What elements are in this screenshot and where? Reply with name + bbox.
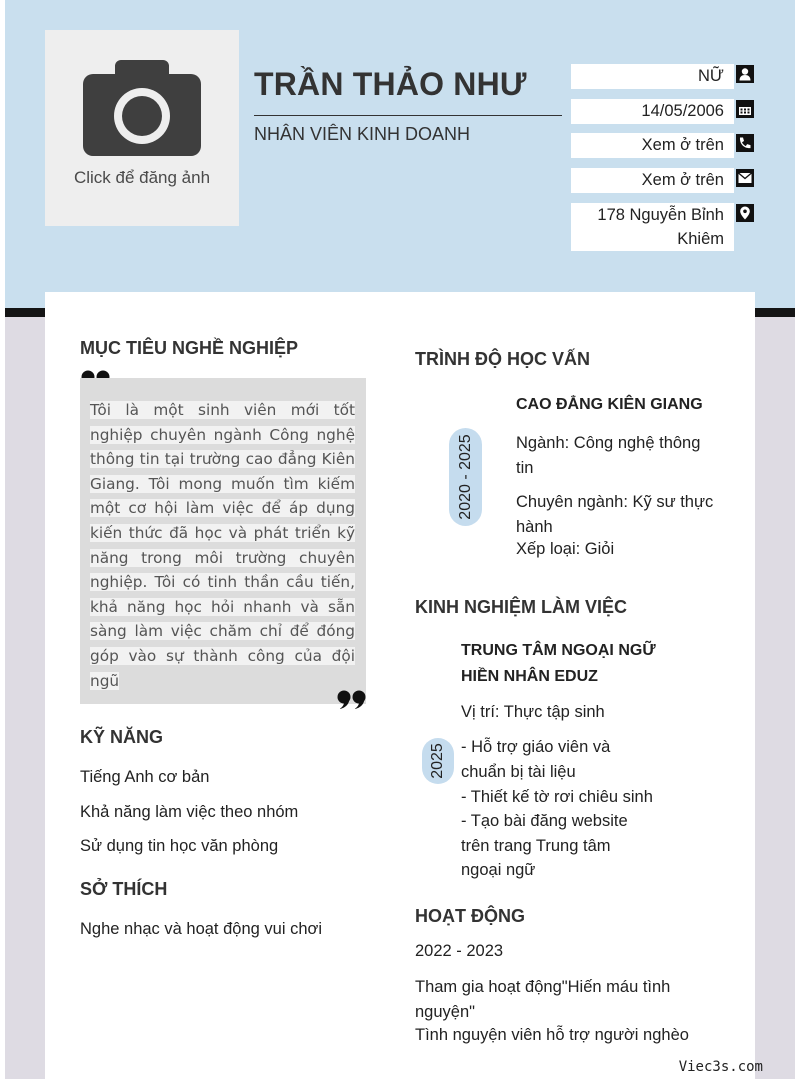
contact-phone: Xem ở trên <box>571 133 734 158</box>
skills-heading: KỸ NĂNG <box>80 727 164 747</box>
contact-email: Xem ở trên <box>571 168 734 193</box>
education-school: CAO ĐẲNG KIÊN GIANG <box>516 396 703 413</box>
activities-period: 2022 - 2023 <box>415 942 504 960</box>
job-title: NHÂN VIÊN KINH DOANH <box>254 124 471 144</box>
hobbies-heading: SỞ THÍCH <box>80 879 168 899</box>
education-period: 2020 - 2025 <box>457 434 474 520</box>
education-specialization: Chuyên ngành: Kỹ sư thực hành <box>516 493 714 536</box>
photo-upload[interactable] <box>45 30 239 226</box>
education-grade: Xếp loại: Giỏi <box>516 540 615 558</box>
skill-item: Khả năng làm việc theo nhóm <box>80 803 299 821</box>
experience-duty: - Hỗ trợ giáo viên và chuẩn bị tài liệu <box>461 738 611 781</box>
education-heading: TRÌNH ĐỘ HỌC VẤN <box>415 349 590 369</box>
experience-year: 2025 <box>429 743 446 779</box>
experience-heading: KINH NGHIỆM LÀM VIỆC <box>415 597 628 617</box>
experience-duty: - Thiết kế tờ rơi chiêu sinh <box>461 788 653 806</box>
objective-text-content: Tôi là một sinh viên mới tốt nghiệp chuyên ngành Công nghệ thông tin tại trường cao đẳng Kiên Giang. Tôi mong muốn tìm kiếm một cơ hội làm việc để áp dụng kiến thức đã học và phát triển kỹ năng trong môi trường chuyên nghiệp. Tôi có tinh thần cầu tiến, khả năng học hỏi nhanh và sẵn sàng làm việc chăm chỉ để đóng góp vào sự thành công của đội ngũ <box>90 401 355 690</box>
skill-item: Tiếng Anh cơ bản <box>80 768 210 786</box>
name-divider <box>254 115 562 116</box>
activity-item: Tình nguyện viên hỗ trợ người nghèo <box>415 1026 689 1044</box>
camera-icon <box>83 58 201 162</box>
contact-address: 178 Nguyễn Bỉnh Khiêm <box>571 203 734 251</box>
education-major: Ngành: Công nghệ thông tin <box>516 434 701 477</box>
close-quote-icon <box>337 690 367 710</box>
photo-upload-label: Click để đăng ảnh <box>73 168 211 187</box>
skill-item: Sử dụng tin học văn phòng <box>80 837 279 855</box>
objective-heading: MỤC TIÊU NGHỀ NGHIỆP <box>80 338 299 358</box>
contact-birthday: 14/05/2006 <box>571 99 734 124</box>
person-icon <box>736 65 754 83</box>
experience-position: Vị trí: Thực tập sinh <box>461 703 605 721</box>
objective-text <box>90 398 355 693</box>
candidate-name: TRẦN THẢO NHƯ <box>254 66 527 102</box>
calendar-icon <box>736 100 754 118</box>
experience-company: TRUNG TÂM NGOẠI NGỮ HIỀN NHÂN EDUZ <box>461 642 656 685</box>
activities-heading: HOẠT ĐỘNG <box>415 906 525 926</box>
contact-gender: NỮ <box>571 64 734 89</box>
activity-item: Tham gia hoạt động"Hiến máu tình nguyện" <box>415 978 671 1021</box>
hobbies-text: Nghe nhạc và hoạt động vui chơi <box>80 920 322 938</box>
mail-icon <box>736 169 754 187</box>
experience-duty: - Tạo bài đăng website trên trang Trung tâm ngoại ngữ <box>461 812 628 879</box>
location-pin-icon <box>736 204 754 222</box>
footer-brand: Viec3s.com <box>678 1059 763 1075</box>
phone-icon <box>736 134 754 152</box>
